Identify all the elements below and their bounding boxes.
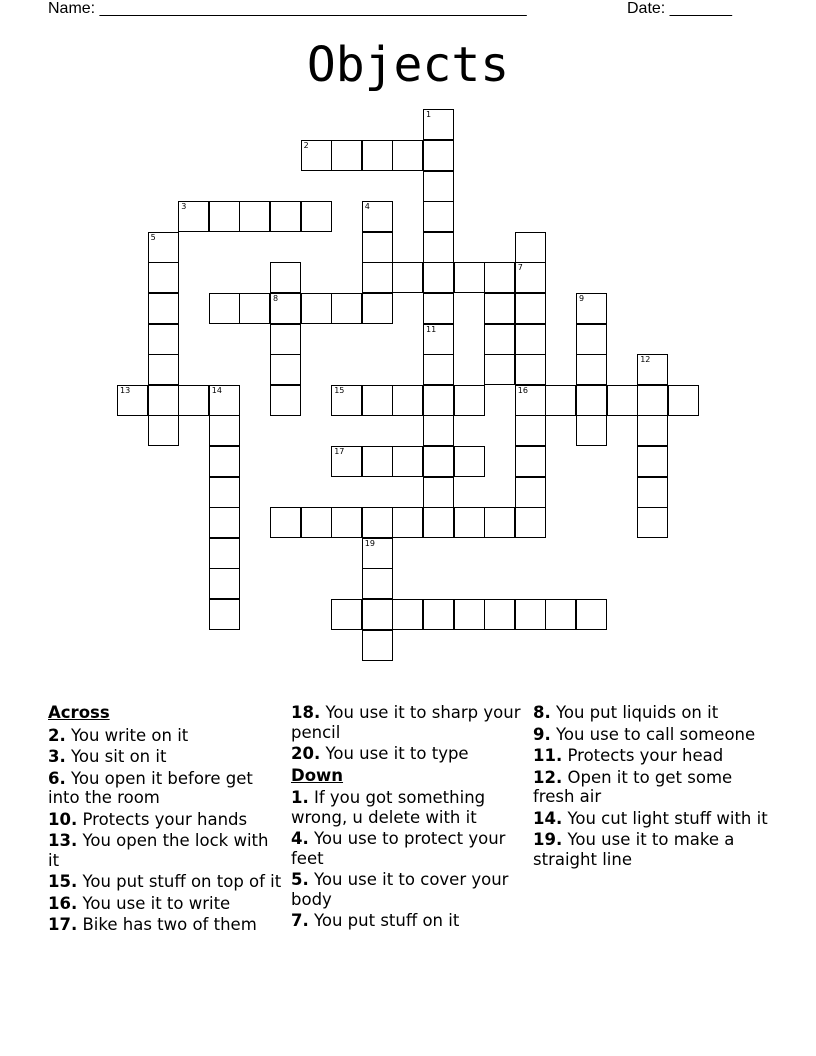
clue-number: 8. (533, 703, 551, 722)
grid-cell[interactable] (392, 599, 423, 630)
cell-number: 15 (334, 385, 345, 395)
clue-number: 4. (291, 829, 309, 848)
clue-across-18 (291, 703, 526, 742)
grid-cell[interactable] (454, 262, 485, 293)
grid-cell[interactable] (484, 507, 515, 538)
clue-down-12 (533, 768, 768, 807)
grid-cell[interactable] (576, 385, 607, 416)
grid-cell[interactable] (209, 201, 240, 232)
clue-number: 9. (533, 724, 551, 744)
grid-cell[interactable] (209, 446, 240, 477)
cell-number: 7 (517, 263, 523, 273)
clue-across-6 (48, 769, 283, 808)
cell-number: 1 (426, 110, 432, 120)
grid-cell[interactable] (148, 262, 179, 293)
clue-text: You use it to sharp your pencil (291, 703, 521, 742)
grid-cell[interactable] (515, 477, 546, 508)
grid-cell[interactable] (331, 446, 362, 477)
grid-cell[interactable] (209, 293, 240, 324)
grid-cell[interactable] (515, 507, 546, 538)
grid-cell[interactable] (270, 354, 301, 385)
grid-cell[interactable] (209, 507, 240, 538)
clue-number: 2. (48, 725, 66, 745)
grid-cell[interactable] (148, 324, 179, 355)
page-title: Objects (306, 37, 510, 93)
grid-cell[interactable] (637, 477, 668, 508)
cell-number: 14 (211, 385, 222, 395)
clue-number: 1. (291, 788, 309, 807)
cell-number: 4 (364, 202, 370, 212)
cell-number: 11 (426, 324, 437, 334)
clue-text: You use it to write (82, 893, 231, 913)
grid-cell[interactable] (148, 293, 179, 324)
across-heading: Across (48, 703, 110, 722)
grid-cell[interactable] (301, 293, 332, 324)
grid-cell[interactable] (423, 599, 454, 630)
clue-number: 13. (48, 831, 78, 850)
grid-cell[interactable] (270, 293, 301, 324)
grid-cell[interactable] (637, 385, 668, 416)
clue-column-1 (48, 703, 283, 937)
grid-cell[interactable] (515, 446, 546, 477)
clue-text: You write on it (71, 725, 189, 745)
clue-text: Protects your head (567, 746, 724, 765)
grid-cell[interactable] (270, 385, 301, 416)
grid-cell[interactable] (117, 385, 148, 416)
grid-cell[interactable] (576, 415, 607, 446)
cell-number: 8 (273, 293, 279, 303)
grid-cell[interactable] (576, 293, 607, 324)
clue-number: 14. (533, 808, 563, 828)
grid-cell[interactable] (392, 446, 423, 477)
clue-down-5 (291, 870, 526, 909)
grid-cell[interactable] (576, 324, 607, 355)
grid-cell[interactable] (148, 354, 179, 385)
clue-number: 16. (48, 893, 78, 913)
cell-number: 9 (579, 293, 585, 303)
clue-across-2 (48, 726, 283, 746)
grid-cell[interactable] (362, 446, 393, 477)
grid-cell[interactable] (423, 293, 454, 324)
clue-number: 11. (533, 746, 563, 765)
grid-cell[interactable] (484, 599, 515, 630)
clue-text: If you got something wrong, u delete with it (291, 788, 486, 827)
grid-cell[interactable] (454, 599, 485, 630)
clue-down-4 (291, 829, 526, 868)
clue-across-16 (48, 894, 283, 914)
grid-cell[interactable] (148, 232, 179, 263)
grid-cell[interactable] (454, 507, 485, 538)
grid-cell[interactable] (576, 354, 607, 385)
clue-across-15 (48, 872, 283, 892)
grid-cell[interactable] (362, 599, 393, 630)
clue-number: 20. (291, 744, 321, 763)
clue-text: Bike has two of them (82, 915, 257, 934)
clue-down-9 (533, 725, 768, 745)
grid-cell[interactable] (454, 385, 485, 416)
grid-cell[interactable] (545, 385, 576, 416)
grid-cell[interactable] (423, 385, 454, 416)
grid-cell[interactable] (178, 385, 209, 416)
clue-across-10 (48, 810, 283, 830)
cell-number: 12 (640, 355, 651, 365)
cell-number: 17 (334, 446, 345, 456)
clue-down-1 (291, 788, 526, 827)
grid-cell[interactable] (270, 262, 301, 293)
grid-cell[interactable] (392, 385, 423, 416)
clue-down-19 (533, 830, 768, 869)
grid-cell[interactable] (423, 201, 454, 232)
grid-cell[interactable] (331, 293, 362, 324)
grid-cell[interactable] (545, 599, 576, 630)
grid-cell[interactable] (515, 415, 546, 446)
grid-cell[interactable] (178, 201, 209, 232)
clue-text: Open it to get some fresh air (533, 767, 733, 806)
clue-number: 15. (48, 872, 78, 891)
grid-cell[interactable] (423, 232, 454, 263)
grid-cell[interactable] (331, 385, 362, 416)
grid-cell[interactable] (362, 140, 393, 171)
grid-cell[interactable] (301, 507, 332, 538)
grid-cell[interactable] (637, 446, 668, 477)
grid-cell[interactable] (362, 385, 393, 416)
grid-cell[interactable] (484, 324, 515, 355)
clue-number: 7. (291, 911, 309, 930)
clue-number: 18. (291, 703, 321, 722)
clue-down-7 (291, 911, 526, 931)
grid-cell[interactable] (515, 262, 546, 293)
clue-text: You put stuff on it (314, 911, 460, 930)
clue-across-13 (48, 831, 283, 870)
grid-cell[interactable] (423, 477, 454, 508)
grid-cell[interactable] (637, 354, 668, 385)
clue-down-14 (533, 809, 768, 829)
cell-number: 16 (517, 385, 528, 395)
clue-number: 5. (291, 870, 309, 889)
clue-across-3 (48, 747, 283, 767)
clue-number: 3. (48, 747, 66, 766)
grid-cell[interactable] (637, 507, 668, 538)
grid-cell[interactable] (668, 385, 699, 416)
cell-number: 13 (120, 385, 131, 395)
grid-cell[interactable] (239, 293, 270, 324)
grid-cell[interactable] (362, 507, 393, 538)
grid-cell[interactable] (484, 262, 515, 293)
grid-cell[interactable] (270, 507, 301, 538)
grid-cell[interactable] (209, 568, 240, 599)
grid-cell[interactable] (484, 293, 515, 324)
grid-cell[interactable] (392, 507, 423, 538)
grid-cell[interactable] (637, 415, 668, 446)
grid-cell[interactable] (362, 201, 393, 232)
grid-cell[interactable] (270, 324, 301, 355)
clue-text: You open the lock with it (48, 831, 269, 870)
grid-cell[interactable] (209, 538, 240, 569)
down-heading: Down (291, 765, 344, 785)
cell-number: 19 (364, 538, 375, 548)
grid-cell[interactable] (331, 140, 362, 171)
grid-cell[interactable] (362, 630, 393, 661)
grid-cell[interactable] (209, 477, 240, 508)
grid-cell[interactable] (239, 201, 270, 232)
clue-text: You use it to type (325, 744, 469, 763)
clue-across-17 (48, 915, 283, 935)
clue-down-11 (533, 746, 768, 766)
clue-down-8 (533, 703, 768, 723)
grid-cell[interactable] (392, 262, 423, 293)
grid-cell[interactable] (148, 415, 179, 446)
grid-cell[interactable] (209, 415, 240, 446)
clue-text: You put stuff on top of it (82, 872, 282, 891)
grid-cell[interactable] (423, 324, 454, 355)
clue-text: You use to call someone (556, 724, 756, 744)
grid-cell[interactable] (423, 415, 454, 446)
clue-text: You use to protect your feet (291, 829, 506, 868)
clue-number: 6. (48, 768, 66, 788)
clue-text: You cut light stuff with it (567, 808, 768, 828)
clue-number: 12. (533, 767, 563, 787)
grid-cell[interactable] (515, 385, 546, 416)
clue-text: You put liquids on it (556, 703, 719, 722)
grid-cell[interactable] (392, 140, 423, 171)
grid-cell[interactable] (515, 293, 546, 324)
grid-cell[interactable] (454, 446, 485, 477)
grid-cell[interactable] (270, 201, 301, 232)
grid-cell[interactable] (362, 293, 393, 324)
grid-cell[interactable] (423, 354, 454, 385)
grid-cell[interactable] (362, 232, 393, 263)
grid-cell[interactable] (515, 354, 546, 385)
clue-text: You use it to cover your body (291, 870, 509, 909)
grid-cell[interactable] (301, 201, 332, 232)
grid-cell[interactable] (209, 385, 240, 416)
clue-across-20 (291, 744, 526, 764)
clue-number: 10. (48, 809, 78, 829)
name-field-line: Name: ________________________________________________ (48, 0, 527, 17)
grid-cell[interactable] (331, 599, 362, 630)
grid-cell[interactable] (423, 262, 454, 293)
grid-cell[interactable] (209, 599, 240, 630)
grid-cell[interactable] (515, 324, 546, 355)
clue-number: 19. (533, 830, 563, 849)
grid-cell[interactable] (362, 262, 393, 293)
grid-cell[interactable] (423, 109, 454, 140)
cell-number: 2 (303, 140, 309, 150)
grid-cell[interactable] (423, 140, 454, 171)
grid-cell[interactable] (362, 538, 393, 569)
clue-text: You sit on it (71, 747, 167, 766)
grid-cell[interactable] (484, 354, 515, 385)
cell-number: 3 (181, 202, 187, 212)
clue-text: You open it before get into the room (48, 768, 253, 807)
grid-cell[interactable] (362, 568, 393, 599)
clue-text: You use it to make a straight line (533, 830, 735, 869)
clue-text: Protects your hands (82, 809, 248, 829)
grid-cell[interactable] (576, 599, 607, 630)
grid-cell[interactable] (301, 140, 332, 171)
clue-column-3 (533, 703, 768, 871)
grid-cell[interactable] (423, 446, 454, 477)
grid-cell[interactable] (607, 385, 638, 416)
date-field-line: Date: _______ (627, 0, 732, 17)
grid-cell[interactable] (423, 171, 454, 202)
grid-cell[interactable] (515, 232, 546, 263)
clue-column-2 (291, 703, 526, 933)
grid-cell[interactable] (423, 507, 454, 538)
clue-number: 17. (48, 915, 78, 934)
grid-cell[interactable] (331, 507, 362, 538)
grid-cell[interactable] (148, 385, 179, 416)
cell-number: 5 (150, 232, 156, 242)
grid-cell[interactable] (515, 599, 546, 630)
